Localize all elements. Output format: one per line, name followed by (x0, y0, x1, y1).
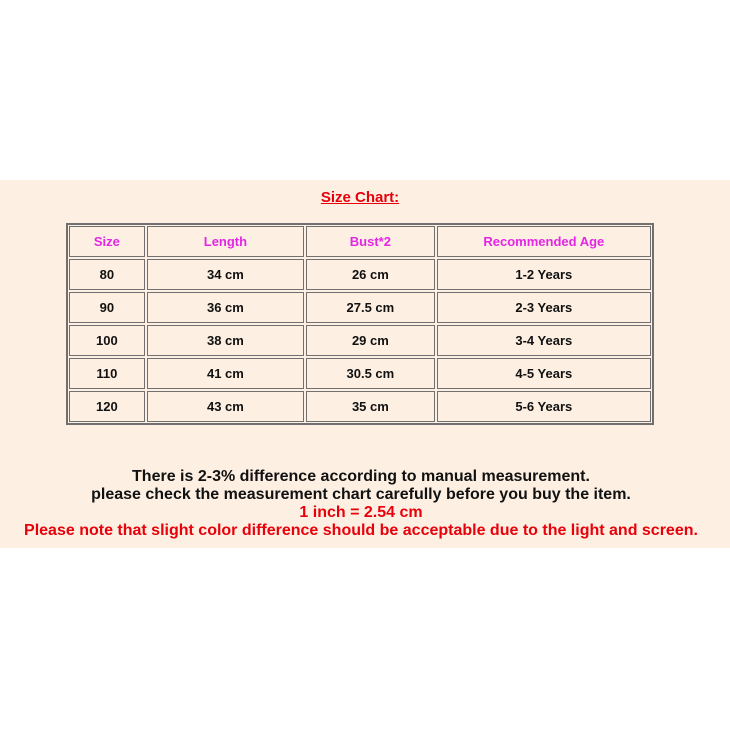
size-chart-table (66, 223, 654, 425)
cell-age: 5-6 Years (437, 391, 651, 422)
cell-bust: 26 cm (306, 259, 435, 290)
cell-bust: 35 cm (306, 391, 435, 422)
note-color-difference: Please note that slight color difference should be acceptable due to the light and screen. (24, 522, 698, 539)
header-size: Size (69, 226, 145, 257)
measurement-notes (0, 468, 722, 540)
cell-bust: 29 cm (306, 325, 435, 356)
cell-length: 43 cm (147, 391, 304, 422)
table-header-row (69, 226, 651, 257)
cell-length: 38 cm (147, 325, 304, 356)
cell-age: 2-3 Years (437, 292, 651, 323)
cell-age: 4-5 Years (437, 358, 651, 389)
header-length: Length (147, 226, 304, 257)
header-recommended-age: Recommended Age (437, 226, 651, 257)
header-bust: Bust*2 (306, 226, 435, 257)
cell-size: 110 (69, 358, 145, 389)
cell-length: 41 cm (147, 358, 304, 389)
cell-bust: 27.5 cm (306, 292, 435, 323)
table-row (69, 391, 651, 422)
cell-size: 100 (69, 325, 145, 356)
cell-length: 36 cm (147, 292, 304, 323)
cell-age: 3-4 Years (437, 325, 651, 356)
size-chart-title: Size Chart: (320, 189, 400, 206)
cell-size: 80 (69, 259, 145, 290)
cell-bust: 30.5 cm (306, 358, 435, 389)
note-inch-conversion: 1 inch = 2.54 cm (299, 504, 423, 521)
cell-size: 120 (69, 391, 145, 422)
note-check-chart: please check the measurement chart carefully before you buy the item. (91, 486, 631, 503)
table-row (69, 325, 651, 356)
table-row (69, 259, 651, 290)
cell-age: 1-2 Years (437, 259, 651, 290)
cell-length: 34 cm (147, 259, 304, 290)
cell-size: 90 (69, 292, 145, 323)
table-row (69, 292, 651, 323)
note-difference: There is 2-3% difference according to manual measurement. (132, 468, 590, 485)
size-chart-panel (0, 180, 730, 548)
table-row (69, 358, 651, 389)
